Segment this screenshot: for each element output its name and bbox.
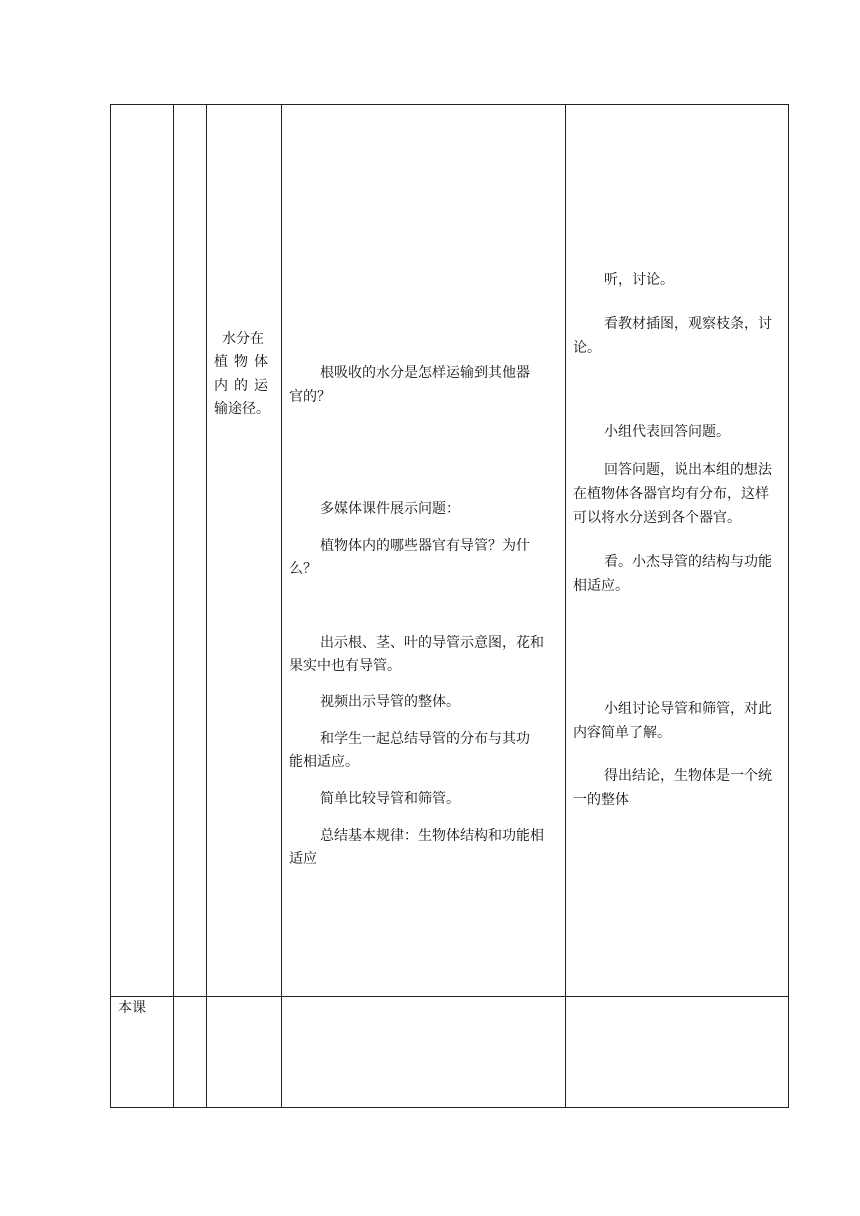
student-paragraph-line: 相适应。 [573,578,629,594]
table-row-divider [110,996,789,997]
bottom-row-label: 本课 [118,1000,146,1016]
table-left-border [110,104,111,1108]
teacher-paragraph-line: 么？ [289,561,317,577]
teacher-paragraph-line: 果实中也有导管。 [289,658,401,674]
student-paragraph-line: 一的整体 [573,792,629,808]
teacher-paragraph-line: 多媒体课件展示问题： [320,501,460,517]
student-paragraph-line: 看教材插图，观察枝条，讨 [604,316,772,332]
teacher-paragraph-line: 植物体内的哪些器官有导管？为什 [320,538,530,554]
student-paragraph-line: 小组代表回答问题。 [604,424,730,440]
topic-line: 水分在 [222,331,264,347]
topic-line: 植物体 [214,354,274,370]
student-paragraph-line: 回答问题，说出本组的想法 [604,462,772,478]
student-paragraph-line: 看。小杰导管的结构与功能 [604,554,772,570]
teacher-paragraph-line: 根吸收的水分是怎样运输到其他器 [320,365,530,381]
student-paragraph-line: 得出结论，生物体是一个统 [604,768,772,784]
teacher-paragraph-line: 简单比较导管和筛管。 [320,791,460,807]
table-top-border [110,104,789,105]
teacher-paragraph-line: 总结基本规律：生物体结构和功能相 [320,828,544,844]
teacher-paragraph-line: 视频出示导管的整体。 [320,694,460,710]
table-bottom-border [110,1107,789,1108]
student-paragraph-line: 论。 [573,340,601,356]
topic-line: 输途径。 [214,401,270,417]
table-col-divider-3 [281,104,282,1108]
topic-line: 内的运 [214,378,274,394]
student-paragraph-line: 小组讨论导管和筛管，对此 [604,701,772,717]
student-paragraph-line: 内容简单了解。 [573,725,671,741]
student-paragraph-line: 在植物体各器官均有分布，这样 [573,486,769,502]
teacher-paragraph-line: 适应 [289,851,317,867]
teacher-paragraph-line: 官的？ [289,389,331,405]
table-col-divider-4 [565,104,566,1108]
student-paragraph-line: 可以将水分送到各个器官。 [573,510,741,526]
student-paragraph-line: 听，讨论。 [604,272,674,288]
table-right-border [788,104,789,1108]
teacher-paragraph-line: 能相适应。 [289,754,359,770]
teacher-paragraph-line: 和学生一起总结导管的分布与其功 [320,731,530,747]
table-col-divider-1 [173,104,174,1108]
table-col-divider-2 [206,104,207,1108]
teacher-paragraph-line: 出示根、茎、叶的导管示意图，花和 [320,635,544,651]
